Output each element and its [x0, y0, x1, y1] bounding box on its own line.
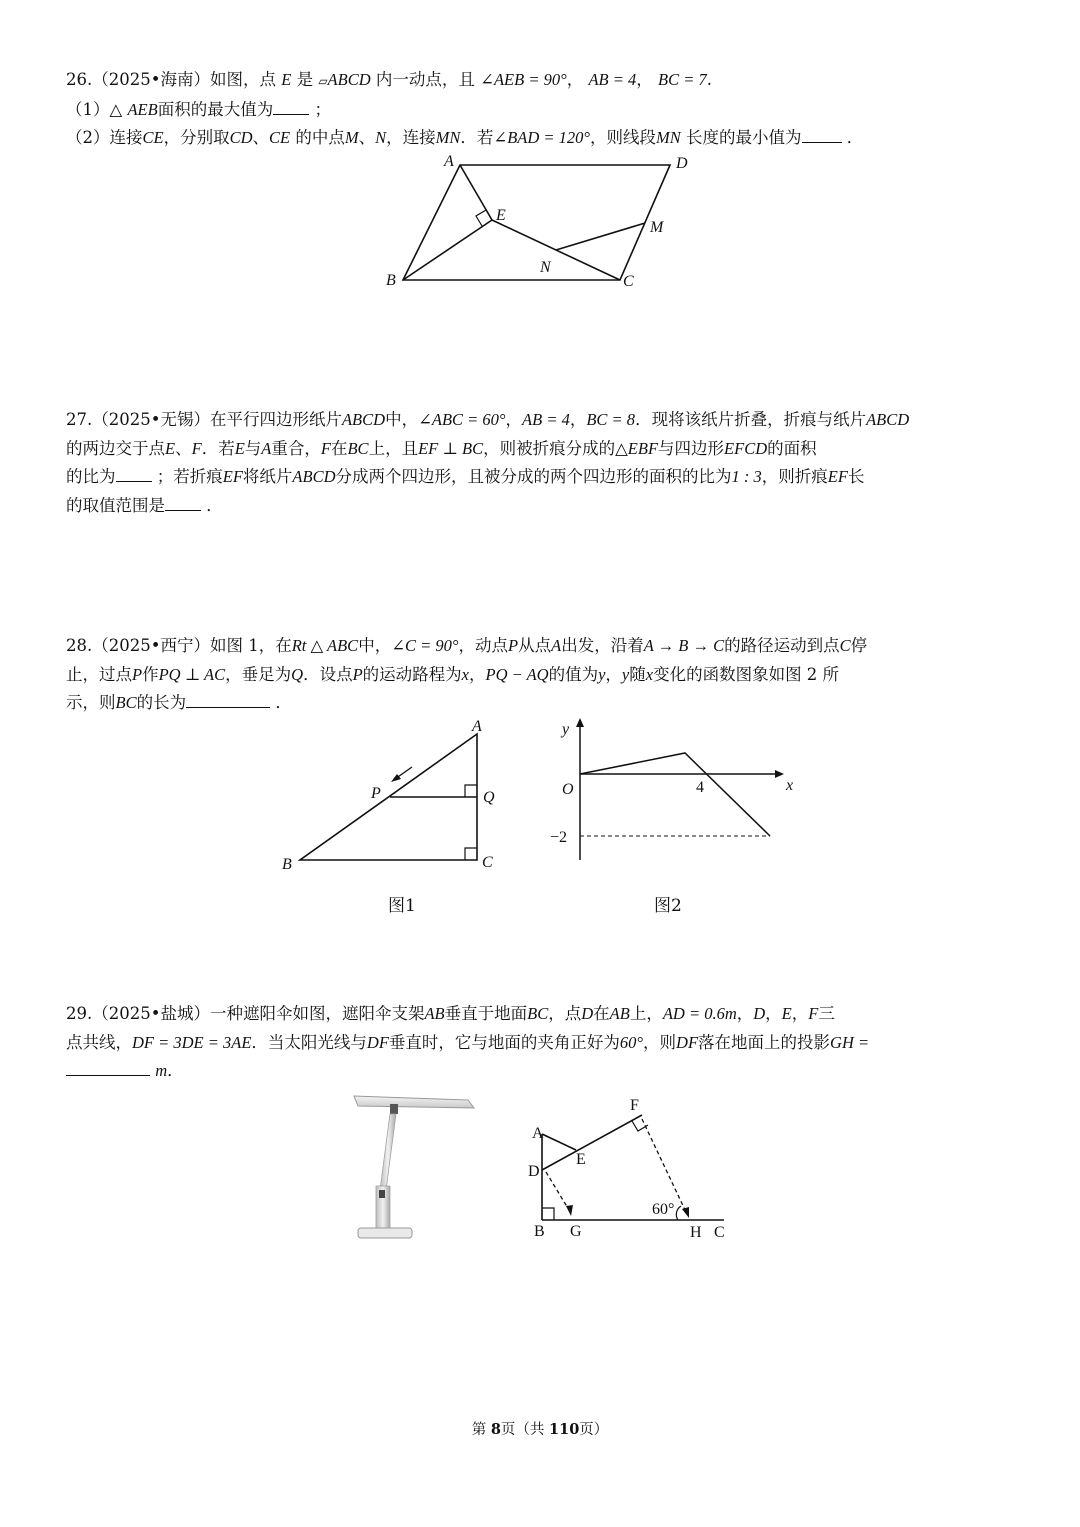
label-b: B — [386, 272, 396, 289]
label-b: B — [282, 856, 292, 873]
answer-blank[interactable] — [116, 463, 152, 482]
label-b: B — [534, 1223, 545, 1240]
q29-line1: 29.（2025•盐城）一种遮阳伞如图，遮阳伞支架AB垂直于地面BC，点D在AB上，AD = 0.6m，D，E，F三 — [66, 1004, 835, 1023]
function-graph — [580, 753, 770, 836]
angle-arc — [676, 1206, 681, 1220]
x-arrow — [775, 770, 784, 778]
y-arrow — [576, 718, 584, 727]
question-26 — [66, 66, 1016, 153]
label-d: D — [528, 1163, 540, 1180]
q28-fig1-triangle — [280, 712, 520, 882]
sun-ray-d — [546, 1172, 569, 1210]
label-f: F — [630, 1097, 639, 1114]
q26-parallelogram-figure — [380, 148, 710, 298]
question-27 — [66, 406, 1016, 520]
label-60-degrees: 60° — [652, 1201, 675, 1218]
answer-blank[interactable] — [66, 1057, 150, 1076]
q28-line3: 示，则BC的长为 ． — [66, 689, 1016, 718]
base — [358, 1228, 412, 1238]
q27-line4: 的取值范围是 ． — [66, 492, 1016, 521]
segment-be — [403, 220, 492, 280]
page-footer: 第 8页（共 110页） — [471, 1421, 609, 1438]
parallelogram-abcd — [403, 165, 670, 280]
label-y: y — [562, 721, 570, 738]
caption-fig2: 图2 — [654, 896, 682, 916]
total-pages: 110 — [549, 1421, 580, 1438]
arrow-g — [566, 1205, 573, 1216]
q27-line1: 27.（2025•无锡）在平行四边形纸片ABCD中，∠ABC = 60°，AB = 4，BC = 8．现将该纸片折叠，折痕与纸片ABCD — [66, 410, 910, 429]
page-number: 8 — [490, 1421, 501, 1438]
arrow-h — [682, 1207, 689, 1218]
label-o: O — [562, 781, 574, 798]
label-e: E — [576, 1151, 586, 1168]
q27-line2: 的两边交于点E、F．若E与A重合，F在BC上，且EF ⊥ BC，则被折痕分成的△EBF与四边形EFCD的面积 — [66, 438, 817, 458]
label-c: C — [482, 854, 493, 871]
q29-line2: 点共线，DF = 3DE = 3AE．当太阳光线与DF垂直时，它与地面的夹角正好为60°，则DF落在地面上的投影GH = — [66, 1032, 870, 1052]
label-h: H — [690, 1224, 702, 1241]
q29-geometry-figure — [524, 1092, 744, 1242]
canopy — [354, 1096, 474, 1108]
answer-blank[interactable] — [186, 689, 270, 708]
label-p: P — [371, 785, 381, 802]
segment-ae — [460, 165, 492, 220]
label-m: M — [650, 219, 664, 236]
q29-line3: m． — [66, 1057, 1016, 1086]
q28-line1: 28.（2025•西宁）如图 1，在Rt △ ABC中，∠C = 90°，动点P从点A出发，沿着A → B → C的路径运动到点C停 — [66, 636, 868, 655]
umbrella-stand-photo — [346, 1086, 484, 1246]
answer-blank[interactable] — [273, 96, 309, 115]
question-28 — [66, 632, 1016, 718]
label-g: G — [570, 1223, 582, 1240]
q26-part1: （1）△ AEB面积的最大值为 ； — [66, 96, 1016, 125]
pole-joint — [379, 1190, 385, 1198]
label-neg-2: −2 — [550, 829, 568, 846]
segment-df — [542, 1115, 642, 1170]
label-x: x — [786, 777, 794, 794]
segment-ae — [542, 1134, 576, 1150]
right-angle-b — [542, 1208, 554, 1220]
label-e: E — [496, 207, 506, 224]
label-q: Q — [483, 789, 495, 806]
q26-part2: （2）连接CE，分别取CD、CE 的中点M、N，连接MN．若∠BAD = 120°，则线段MN 长度的最小值为 ． — [66, 124, 1016, 153]
answer-blank[interactable] — [165, 492, 201, 511]
q27-line3: 的比为 ；若折痕EF将纸片ABCD分成两个四边形，且被分成的两个四边形的面积的比为1 : 3，则折痕EF长 — [66, 463, 1016, 492]
q28-line2: 止，过点P作PQ ⊥ AC，垂足为Q．设点P的运动路程为x，PQ − AQ的值为y，y随x变化的函数图象如图 2 所 — [66, 664, 840, 684]
q26-stem: 26.（2025•海南）如图，点 E 是 ▱ABCD 内一动点，且 ∠AEB = 90°， AB = 4， BC = 7. — [66, 70, 712, 89]
right-angle-q — [465, 785, 477, 797]
label-a: A — [472, 718, 482, 735]
canopy-joint — [390, 1104, 398, 1114]
right-angle-mark — [476, 210, 486, 226]
right-angle-c — [465, 848, 477, 860]
segment-mn — [556, 223, 645, 250]
label-a: A — [444, 153, 454, 170]
q28-fig2-graph — [540, 712, 810, 872]
label-4: 4 — [696, 779, 704, 796]
caption-fig1: 图1 — [388, 896, 416, 916]
answer-blank[interactable] — [802, 124, 842, 143]
upper-arm — [380, 1114, 396, 1190]
label-c: C — [714, 1224, 725, 1241]
question-29 — [66, 1000, 1016, 1086]
label-a: A — [532, 1125, 544, 1142]
label-n: N — [540, 259, 551, 276]
label-c: C — [623, 273, 634, 290]
label-d: D — [676, 155, 688, 172]
sun-ray-f — [642, 1119, 686, 1212]
